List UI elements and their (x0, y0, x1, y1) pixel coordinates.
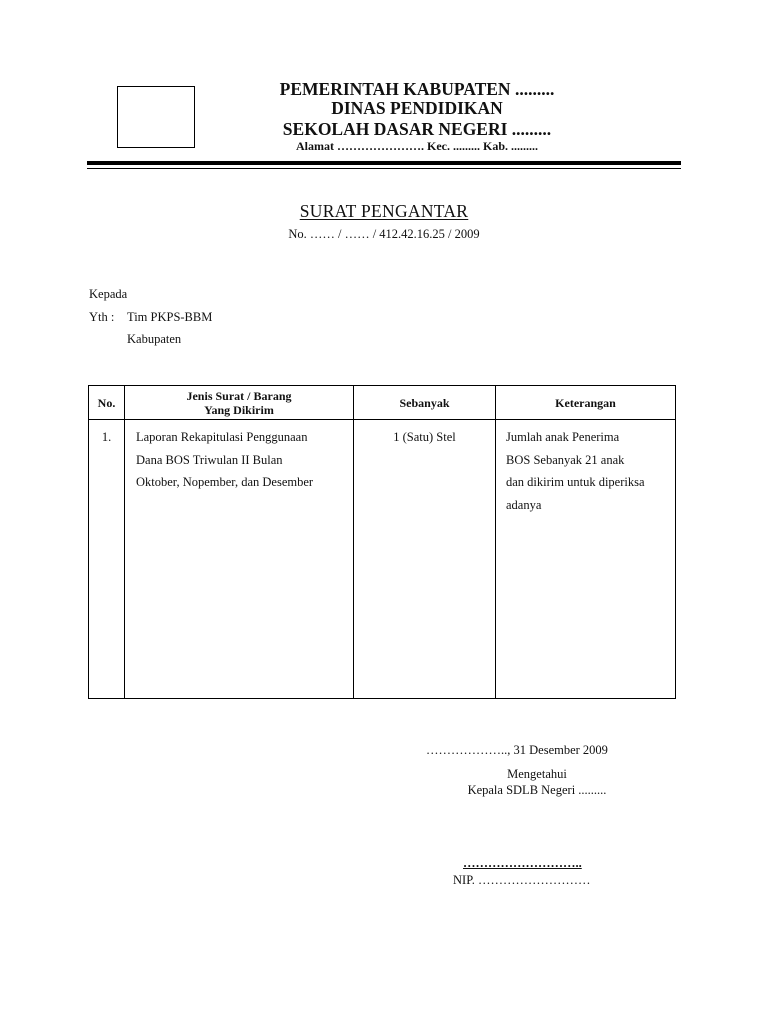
header-jenis (125, 386, 354, 420)
signature-nip: NIP. ……………………… (453, 873, 591, 887)
signature-acknowledged: Mengetahui (507, 767, 567, 781)
addressee-location: Kabupaten (127, 332, 182, 346)
table-header-row (89, 386, 676, 420)
cell-keterangan-line: Jumlah anak Penerima (506, 430, 620, 444)
letterhead-divider-thin (87, 168, 681, 169)
header-jenis-line1: Jenis Surat / Barang (186, 388, 292, 403)
document-title-text: SURAT PENGANTAR (299, 201, 469, 221)
cell-keterangan-line: adanya (506, 497, 542, 512)
addressee-greeting: Kepada (89, 287, 128, 301)
cell-keterangan-line: BOS Sebanyak 21 anak (506, 452, 625, 467)
table-row (89, 420, 676, 699)
cell-jenis-line: Oktober, Nopember, dan Desember (136, 475, 314, 489)
header-sebanyak: Sebanyak (354, 386, 496, 420)
header-jenis-line2: Yang Dikirim (204, 402, 274, 417)
addressee-recipient: Tim PKPS-BBM (127, 310, 213, 324)
letterhead-address: Alamat …………………. Kec. ......... Kab. ......... (296, 139, 538, 153)
document-title (0, 201, 768, 222)
items-table (88, 385, 676, 699)
cell-jenis (125, 420, 354, 699)
letterhead-school: SEKOLAH DASAR NEGERI ......... (282, 119, 552, 139)
letterhead-government: PEMERINTAH KABUPATEN ......... (279, 79, 555, 99)
header-keterangan: Keterangan (496, 386, 676, 420)
cell-no: 1. (89, 420, 125, 699)
cell-keterangan (496, 420, 676, 699)
letterhead-department: DINAS PENDIDIKAN (331, 98, 503, 118)
letterhead-divider-thick (87, 161, 681, 165)
cell-sebanyak: 1 (Satu) Stel (354, 420, 496, 699)
header-no: No. (89, 386, 125, 420)
signature-role: Kepala SDLB Negeri ......... (467, 783, 607, 797)
signature-date: ……………….., 31 Desember 2009 (426, 743, 608, 757)
addressee-yth-label: Yth : (89, 310, 115, 324)
cell-keterangan-line: dan dikirim untuk diperiksa (506, 475, 645, 489)
cell-jenis-line: Dana BOS Triwulan II Bulan (136, 452, 283, 467)
cell-jenis-line: Laporan Rekapitulasi Penggunaan (136, 430, 308, 444)
signature-name: ……………………….. (463, 856, 582, 870)
document-number: No. …… / …… / 412.42.16.25 / 2009 (288, 227, 480, 241)
